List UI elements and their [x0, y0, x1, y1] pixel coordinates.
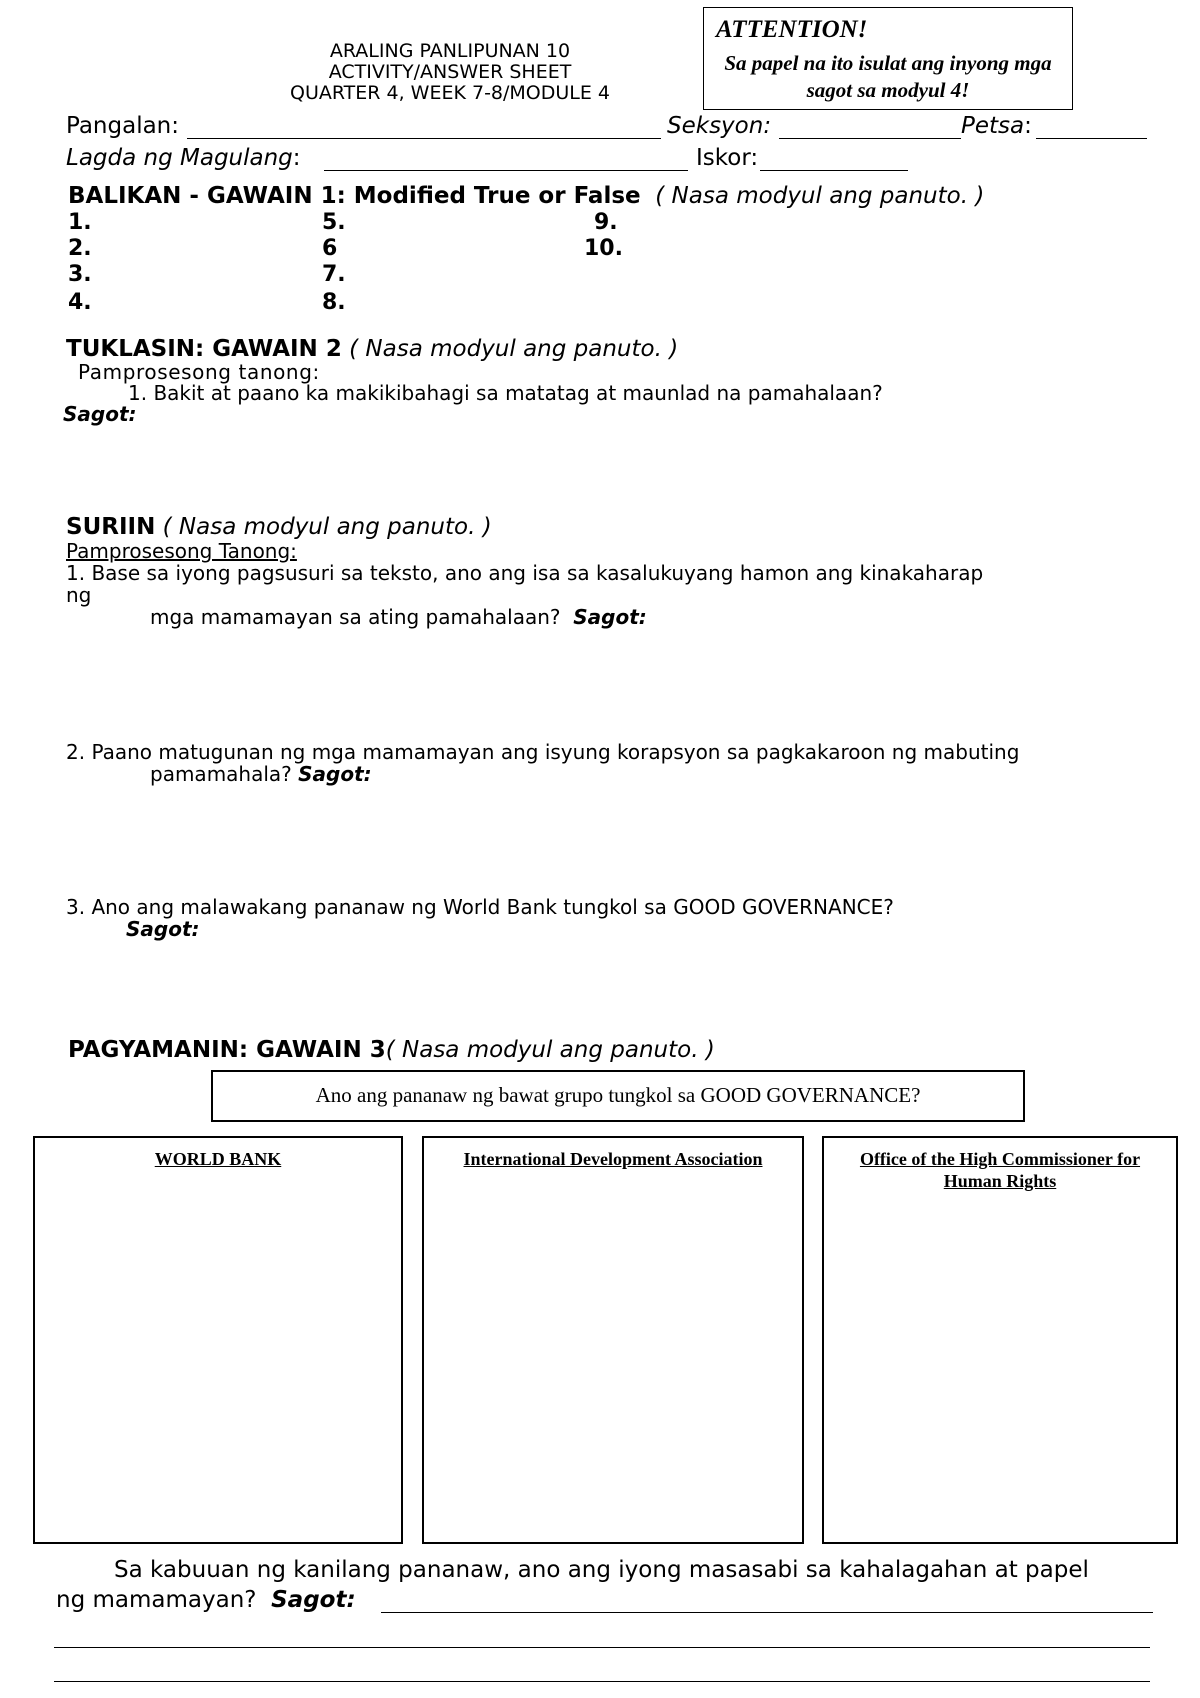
suriin-q3-line1: 3. Ano ang malawakang pananaw ng World Bank tungkol sa GOOD GOVERNANCE?	[66, 895, 894, 919]
date-label: Petsa	[961, 113, 1025, 139]
tuklasin-question-1: 1. Bakit at paano ka makikibahagi sa matatag at maunlad na pamahalaan?	[128, 381, 883, 405]
attention-message: Sa papel na ito isulat ang inyong mga sagot sa modyul 4!	[724, 51, 1052, 102]
suriin-q1-line3: mga mamamayan sa ating pamahalaan?	[150, 605, 561, 629]
parent-sign-field[interactable]	[324, 170, 688, 171]
attention-box	[703, 7, 1073, 110]
item-number: 10.	[584, 236, 623, 261]
item-number: 2.	[68, 236, 92, 261]
tuklasin-heading-row	[66, 336, 678, 362]
column-world-bank[interactable]	[33, 1136, 403, 1544]
header-line-3: QUARTER 4, WEEK 7-8/MODULE 4	[289, 82, 611, 104]
item-number: 3.	[68, 262, 92, 287]
suriin-subheading: Pamprosesong Tanong:	[66, 539, 297, 563]
column-title-world-bank: WORLD BANK	[154, 1149, 282, 1169]
closing-answer-line-2[interactable]	[54, 1647, 1150, 1648]
closing-line2: ng mamamayan?	[56, 1587, 257, 1613]
column-ida[interactable]	[422, 1136, 804, 1544]
suriin-q2-line2-row	[150, 762, 372, 786]
header-line-2: ACTIVITY/ANSWER SHEET	[328, 61, 572, 83]
item-number: 1.	[68, 210, 92, 235]
closing-answer-line-3[interactable]	[54, 1681, 1150, 1682]
name-label: Pangalan:	[66, 113, 180, 139]
score-label: Iskor:	[696, 145, 759, 171]
pagyamanin-note: ( Nasa modyul ang panuto. )	[385, 1037, 715, 1063]
score-field[interactable]	[760, 170, 908, 171]
suriin-q1-line3-row	[150, 605, 647, 629]
balikan-heading-row	[68, 183, 984, 209]
parent-sign-colon: :	[292, 145, 301, 171]
suriin-heading: SURIIN	[66, 514, 156, 540]
column-title-ohchr: Office of the High Commissioner for Human Rights	[859, 1149, 1141, 1191]
pagyamanin-heading-row	[68, 1037, 715, 1063]
closing-answer-label: Sagot:	[271, 1587, 356, 1613]
tuklasin-subheading: Pamprosesong tanong:	[78, 360, 320, 384]
attention-title: ATTENTION!	[716, 16, 868, 43]
item-number: 9.	[594, 210, 618, 235]
suriin-q1-answer-label: Sagot:	[573, 605, 647, 629]
item-number: 8.	[322, 290, 346, 315]
item-number: 5.	[322, 210, 346, 235]
column-title-ida: International Development Association	[463, 1149, 763, 1169]
tuklasin-answer-label: Sagot:	[63, 402, 137, 426]
suriin-q1-line1: 1. Base sa iyong pagsusuri sa teksto, ano ang isa sa kasalukuyang hamon ang kinakaharap	[66, 561, 984, 585]
tuklasin-heading: TUKLASIN: GAWAIN 2	[66, 336, 342, 362]
closing-line1: Sa kabuuan ng kanilang pananaw, ano ang iyong masasabi sa kahalagahan at papel	[114, 1557, 1089, 1583]
column-ohchr[interactable]	[822, 1136, 1178, 1544]
pagyamanin-heading: PAGYAMANIN: GAWAIN 3	[68, 1037, 386, 1063]
parent-sign-label: Lagda ng Magulang	[66, 145, 293, 171]
suriin-q2-answer-label: Sagot:	[298, 762, 372, 786]
section-label: Seksyon:	[667, 113, 772, 139]
item-number: 4.	[68, 290, 92, 315]
suriin-q1-line2: ng	[66, 583, 92, 607]
suriin-q2-line2: pamamahala?	[150, 762, 292, 786]
balikan-note: ( Nasa modyul ang panuto. )	[655, 183, 985, 209]
item-number: 7.	[322, 262, 346, 287]
question-box: Ano ang pananaw ng bawat grupo tungkol sa GOOD GOVERNANCE?	[211, 1070, 1025, 1122]
date-colon: :	[1024, 113, 1032, 139]
suriin-heading-row	[66, 514, 492, 540]
balikan-heading: BALIKAN - GAWAIN 1: Modified True or False	[68, 183, 641, 209]
suriin-q3-answer-label: Sagot:	[126, 917, 200, 941]
header-line-1: ARALING PANLIPUNAN 10	[329, 40, 571, 62]
closing-answer-line-1[interactable]	[381, 1612, 1153, 1613]
date-field[interactable]	[1036, 138, 1147, 139]
item-number: 6	[322, 236, 338, 261]
closing-line2-row	[56, 1587, 356, 1613]
suriin-note: ( Nasa modyul ang panuto. )	[162, 514, 492, 540]
section-field[interactable]	[779, 138, 961, 139]
tuklasin-note: ( Nasa modyul ang panuto. )	[349, 336, 679, 362]
name-field[interactable]	[187, 138, 661, 139]
suriin-q2-line1: 2. Paano matugunan ng mga mamamayan ang isyung korapsyon sa pagkakaroon ng mabuting	[66, 740, 1020, 764]
